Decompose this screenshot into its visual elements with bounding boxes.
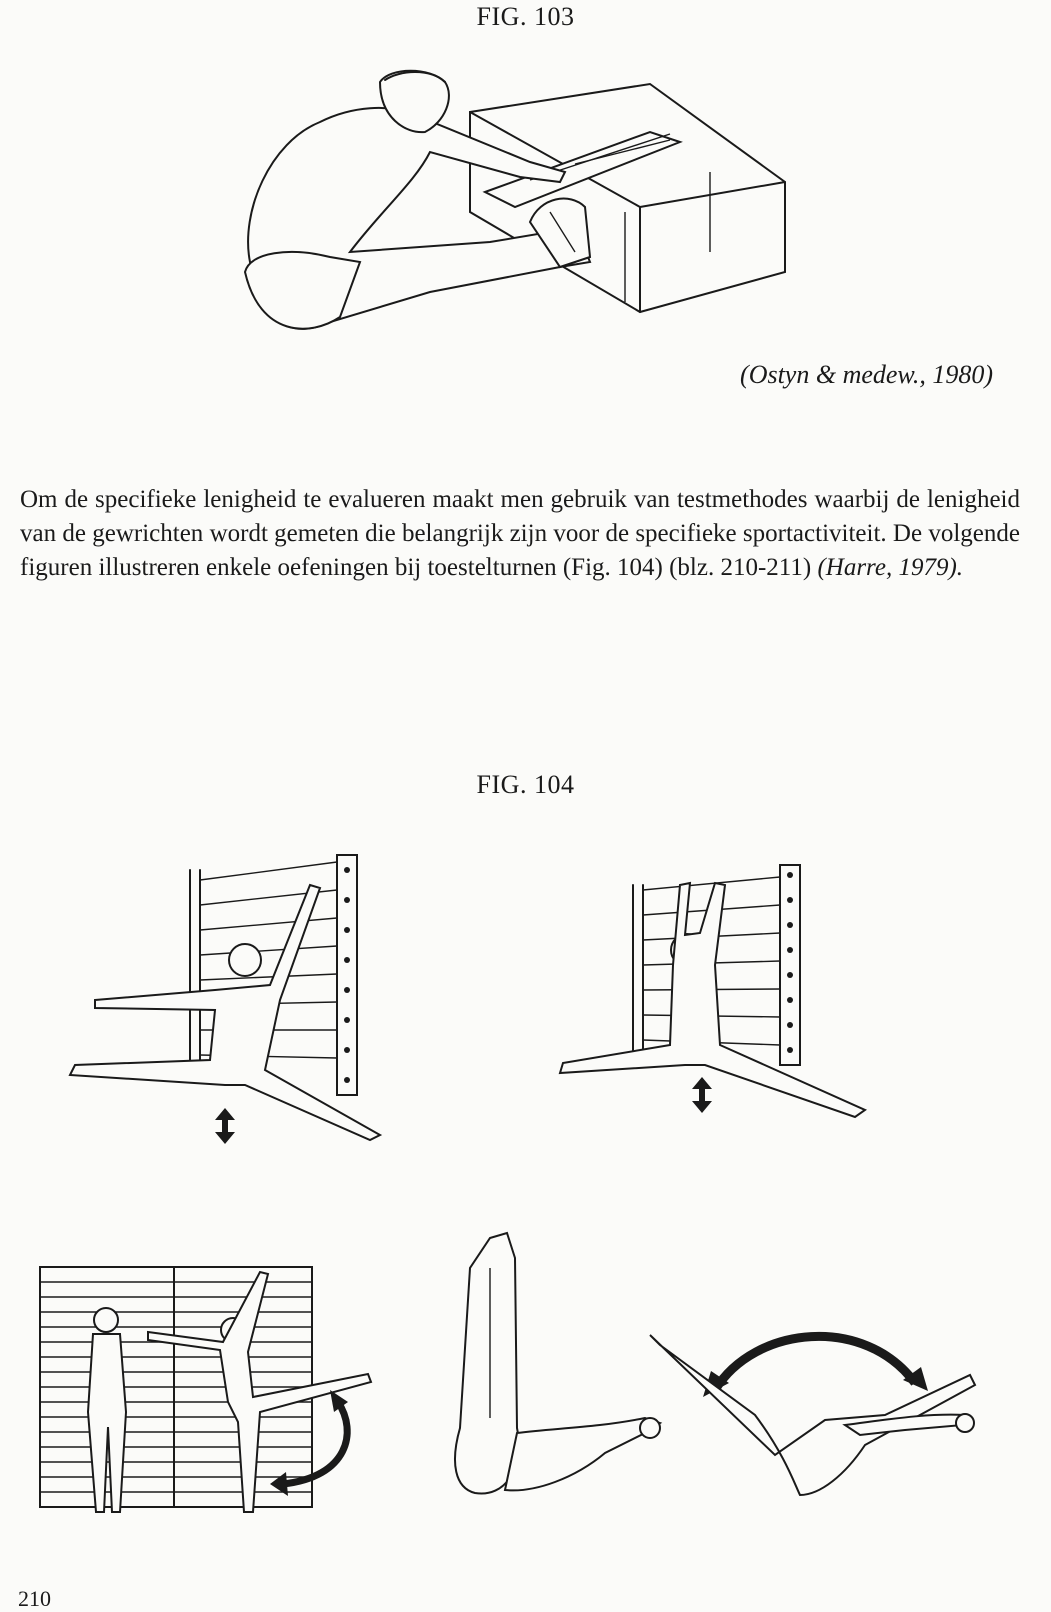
leg-lift-wall-bars-illustration <box>38 1262 378 1562</box>
straddle-arc-illustration <box>645 1305 985 1505</box>
page-number: 210 <box>18 1586 51 1611</box>
leg-raise-lying-illustration <box>445 1228 675 1528</box>
figure-103-title: FIG. 103 <box>476 2 575 31</box>
body-paragraph <box>20 483 1020 585</box>
sit-and-reach-illustration <box>230 62 790 352</box>
figure-104-title: FIG. 104 <box>476 770 575 799</box>
split-exercise-left-illustration <box>65 850 395 1150</box>
split-exercise-right-illustration <box>555 855 875 1125</box>
figure-103-caption: (Ostyn & medew., 1980) <box>740 360 993 389</box>
paragraph-text: Om de specifieke lenigheid te evalueren maakt men gebruik van testmethodes waarbij de lenigheid van de gewrichten wordt gemeten die belangrijk zijn voor de specifieke sportactiviteit. De volgende figuren illustreren enkele oefeningen bij toestelturnen (Fig. 104) (blz. 210-211) <box>20 486 1020 581</box>
paragraph-citation: (Harre, 1979). <box>817 554 964 581</box>
